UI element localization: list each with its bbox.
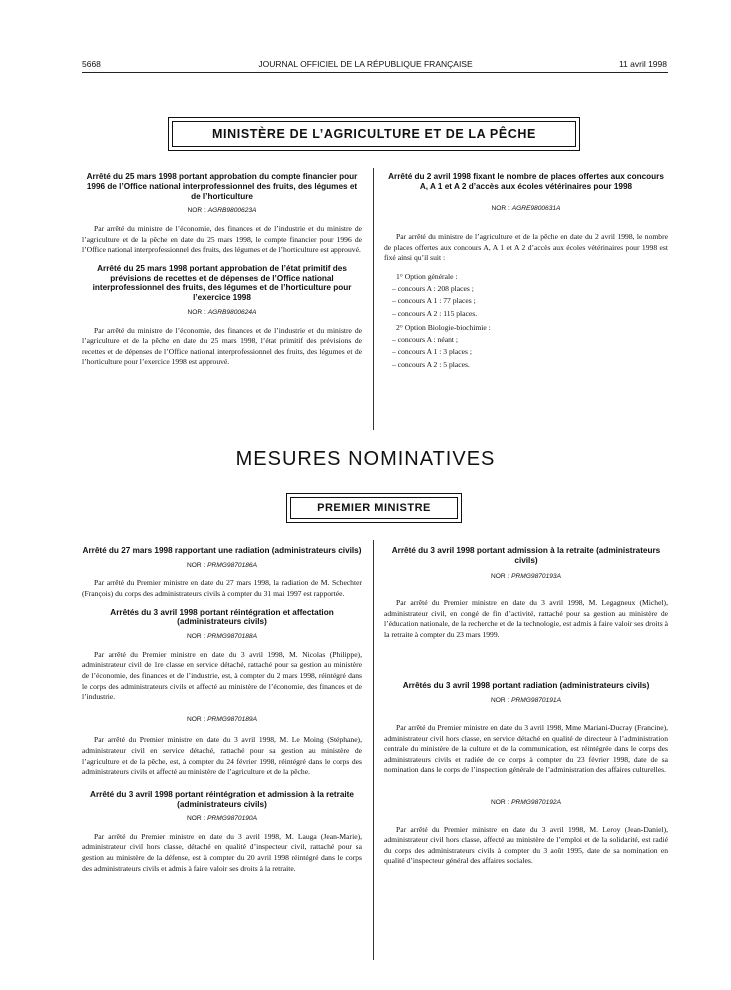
nor-reference: NOR : PRMG9870190A bbox=[186, 815, 257, 823]
nor-reference: NOR : PRMG9870189A bbox=[186, 715, 257, 723]
nor-reference: NOR : AGRE9800631A bbox=[491, 204, 561, 212]
article-text: Par arrêté du Premier ministre en date du 3 avril 1998, M. Legagneux (Michel), administrateur civil, en congé de fin d’activité, rattaché pour sa gestion au ministère de l’éducation nationale, de la recherche et de la technologie, est admis à faire valoir ses droits à la retraite à compter du 23 mars 1999. bbox=[384, 598, 668, 639]
agri-left-column bbox=[82, 172, 362, 376]
pm-heading: PREMIER MINISTRE bbox=[290, 497, 458, 519]
nor-reference: NOR : PRMG9870192A bbox=[490, 798, 561, 806]
agri-right-column bbox=[384, 172, 668, 371]
article-text: Par arrêté du ministre de l’agriculture et de la pêche en date du 2 avril 1998, le nombre de places offertes aux concours A, A 1 et A 2 d’accès aux écoles vétérinaires pour 1998 est fixé ainsi qu’il suit : bbox=[384, 232, 668, 263]
article-text: Par arrêté du Premier ministre en date du 3 avril 1998, Mme Mariani-Ducray (Francine), administrateur civil hors classe, en service détaché en qualité de directeur à l’administration centrale du ministère de la culture et de la communication, est réintégrée dans le corps des administrateurs civils et radiée de ce corps à compter du 23 février 1998, date de sa nomination dans le corps de l’inspection générale de l’administration des affaires culturelles. bbox=[384, 722, 668, 775]
pm-right-column bbox=[384, 546, 668, 875]
article-title: Arrêté du 3 avril 1998 portant réintégration et admission à la retraite (administrateurs civils) bbox=[90, 789, 354, 809]
list-item: – concours A : 208 places ; bbox=[392, 283, 474, 293]
article-title: Arrêté du 3 avril 1998 portant admission à la retraite (administrateurs civils) bbox=[391, 546, 661, 565]
nor-reference: NOR : PRMG9870188A bbox=[186, 633, 257, 641]
article-text: Par arrêté du Premier ministre en date du 27 mars 1998, la radiation de M. Schechter (François) du corps des administrateurs civils à compter du 31 mai 1997 est rapportée. bbox=[82, 578, 362, 598]
nor-reference: NOR : AGRB9800623A bbox=[187, 207, 257, 215]
article-title: Arrêtés du 3 avril 1998 portant réintégration et affectation (administrateurs civils) bbox=[110, 607, 334, 627]
page-number: 5668 bbox=[82, 59, 101, 69]
pm-heading-box bbox=[286, 493, 462, 523]
article-title: Arrêté du 2 avril 1998 fixant le nombre de places offertes aux concours A, A 1 et A 2 d’accès aux écoles vétérinaires pour 1998 bbox=[388, 172, 664, 191]
article-text: Par arrêté du Premier ministre en date du 3 avril 1998, M. Lauga (Jean-Marie), administrateur civil hors classe, détaché en qualité d’inspecteur civil, rattaché pour sa gestion au ministère de la défense, est à compter du 20 avril 1998 réintégré dans le corps des administrateurs civils et admis à faire valoir ses droits à la retraite. bbox=[82, 831, 362, 873]
option-heading: 1° Option générale : bbox=[396, 271, 458, 281]
article-text: Par arrêté du Premier ministre en date du 3 avril 1998, M. Le Moing (Stéphane), administrateur civil en service détaché, rattaché pour sa gestion au ministère de l’agriculture et de la pêche, est, à compter du 24 février 1998, réintégré dans le corps des administrateurs civils et affecté au ministère de l’agriculture et de la pêche. bbox=[82, 735, 362, 777]
article-text: Par arrêté du Premier ministre en date du 3 avril 1998, M. Nicolas (Philippe), administrateur civil de 1re classe en service détaché, rattaché pour sa gestion au ministère de l’économie, des finances et de l’industrie, est, à compter du 2 mars 1998, réintégré dans le corps des administrateurs civils et affecté au ministère de l’économie, des finances et de l’industrie. bbox=[82, 649, 362, 702]
nor-reference: NOR : PRMG9870193A bbox=[490, 572, 561, 580]
nor-reference: NOR : AGRB9800624A bbox=[187, 308, 257, 316]
list-item: – concours A 1 : 3 places ; bbox=[392, 347, 472, 357]
issue-date: 11 avril 1998 bbox=[618, 59, 667, 69]
article-title: Arrêté du 27 mars 1998 rapportant une radiation (administrateurs civils) bbox=[82, 546, 362, 555]
pm-left-column bbox=[82, 546, 362, 882]
section-heading: MESURES NOMINATIVES bbox=[235, 448, 496, 470]
article-text: Par arrêté du ministre de l’économie, des finances et de l’industrie et du ministre de l’agriculture et de la pêche en date du 25 mars 1998, le compte financier pour 1996 de l’Office national interprofessionnel des fruits, des légumes et de l’horticulture est approuvé. bbox=[82, 223, 362, 255]
header-rule bbox=[82, 72, 668, 73]
article-title: Arrêté du 25 mars 1998 portant approbation du compte financier pour 1996 de l’Office national interprofessionnel des fruits, des légumes et de l’horticulture bbox=[86, 172, 358, 201]
ministry-heading-box bbox=[168, 117, 580, 151]
list-item: – concours A 2 : 5 places. bbox=[392, 359, 470, 369]
article-title: Arrêté du 25 mars 1998 portant approbation de l’état primitif des prévisions de recettes et de dépenses de l’Office national interprofessionnel des fruits, des légumes et de l’horticulture pour l’exercice 1998 bbox=[92, 263, 352, 303]
list-item: – concours A : néant ; bbox=[392, 334, 459, 344]
article-title: Arrêtés du 3 avril 1998 portant radiation (administrateurs civils) bbox=[402, 680, 650, 690]
nor-reference: NOR : PRMG9870186A bbox=[186, 561, 257, 569]
column-divider-bottom bbox=[373, 540, 374, 960]
list-item: – concours A 1 : 77 places ; bbox=[392, 296, 476, 306]
option-list bbox=[384, 283, 668, 321]
article-text: Par arrêté du Premier ministre en date du 3 avril 1998, M. Leroy (Jean-Daniel), administrateur civil hors classe, affecté au ministère de l’emploi et de la solidarité, est radié du corps des administrateurs civils à compter du 3 août 1995, date de sa nomination en qualité d’inspecteur général des affaires sociales. bbox=[384, 824, 668, 866]
article-text: Par arrêté du ministre de l’économie, des finances et de l’industrie et du ministre de l’agriculture et de la pêche en date du 25 mars 1998, l’état primitif des prévisions de recettes et de dépenses de l’Office national interprofessionnel des fruits, des légumes et de l’horticulture pour l’exercice 1998 est approuvé. bbox=[82, 325, 362, 367]
option-heading: 2° Option Biologie-biochimie : bbox=[396, 323, 491, 333]
column-divider-top bbox=[373, 168, 374, 430]
journal-title: JOURNAL OFFICIEL DE LA RÉPUBLIQUE FRANÇAISE bbox=[258, 59, 473, 69]
nor-reference: NOR : PRMG9870191A bbox=[490, 697, 561, 705]
option-list bbox=[384, 334, 668, 372]
list-item: – concours A 2 : 115 places. bbox=[392, 308, 478, 318]
ministry-heading: MINISTÈRE DE L’AGRICULTURE ET DE LA PÊCHE bbox=[172, 121, 576, 147]
